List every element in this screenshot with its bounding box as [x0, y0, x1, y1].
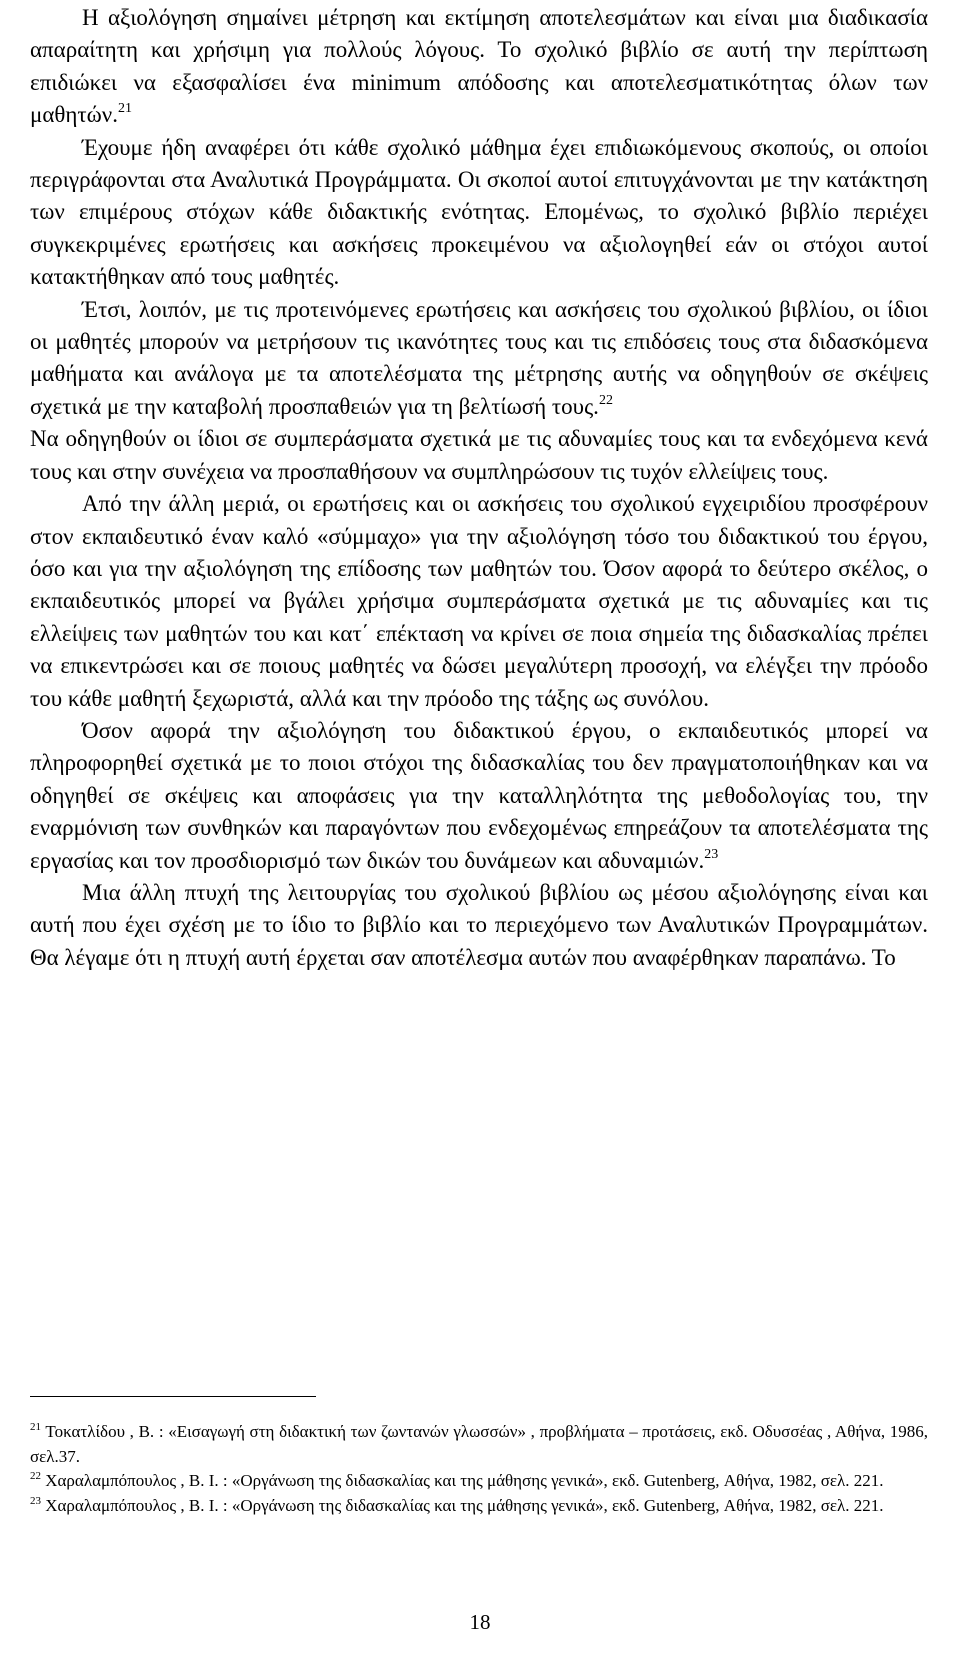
paragraph-text: Έτσι, λοιπόν, με τις προτεινόμενες ερωτήσεις και ασκήσεις του σχολικού βιβλίου, οι ίδιοι οι μαθητές μπορούν να μετρήσουν τις ικανότητες τους και τις επιδόσεις τους στα διδασκόμενα μαθήματα και ανάλογα με τα αποτελέσματα της μέτρησης αυτής να οδηγηθούν σε σκέψεις σχετικά με την καταβολή προσπαθειών για τη βελτίωσή τους.: [30, 296, 928, 419]
paragraph-text: Έχουμε ήδη αναφέρει ότι κάθε σχολικό μάθημα έχει επιδιωκόμενους σκοπούς, οι οποίοι περιγράφονται στα Αναλυτικά Προγράμματα. Οι σκοποί αυτοί επιτυγχάνονται με την κατάκτηση των επιμέρους στόχων κάθε διδακτικής ενότητας. Επομένως, το σχολικό βιβλίο περιέχει συγκεκριμένες ερωτήσεις και ασκήσεις προκειμένου να αξιολογηθεί εάν οι στόχοι αυτοί κατακτήθηκαν από τους μαθητές.: [30, 134, 928, 290]
footnote-separator: [30, 1396, 316, 1397]
footnote-text: Χαραλαμπόπουλος , Β. Ι. : «Οργάνωση της διδασκαλίας και της μάθησης γενικά», εκδ. Gutenberg, Αθήνα, 1982, σελ. 221.: [45, 1495, 884, 1515]
footnote-23: [30, 1494, 928, 1519]
paragraph-2: [30, 132, 928, 294]
paragraph-3: [30, 294, 928, 424]
page-number: 18: [469, 1610, 491, 1634]
paragraph-text: Όσον αφορά την αξιολόγηση του διδακτικού έργου, ο εκπαιδευτικός μπορεί να πληροφορηθεί σχετικά με το ποιοι στόχοι της διδασκαλίας του δεν πραγματοποιήθηκαν και να οδηγηθεί σε σκέψεις και αποφάσεις για την καταλληλότητα της μεθοδολογίας του, την εναρμόνιση των συνθηκών και παραγόντων που ενδεχομένως επηρεάζουν τα αποτελέσματα της εργασίας και τον προσδιορισμό των δικών του δυνάμεων και αδυναμιών.: [30, 717, 928, 873]
paragraph-text: Μια άλλη πτυχή της λειτουργίας του σχολικού βιβλίου ως μέσου αξιολόγησης είναι και αυτή που έχει σχέση με το ίδιο το βιβλίο και το περιεχόμενο των Αναλυτικών Προγραμμάτων. Θα λέγαμε ότι η πτυχή αυτή έρχεται σαν αποτέλεσμα αυτών που αναφέρθηκαν παραπάνω. Το: [30, 879, 928, 970]
paragraph-6: [30, 877, 928, 974]
paragraph-5: [30, 715, 928, 877]
footnote-ref-23: 23: [704, 846, 719, 862]
paragraph-text: Να οδηγηθούν οι ίδιοι σε συμπεράσματα σχετικά με τις αδυναμίες τους και τα ενδεχόμενα κενά τους και στην συνέχεια να προσπαθήσουν να συμπληρώσουν τις τυχόν ελλείψεις τους.: [30, 426, 928, 484]
paragraph-3-continuation: [30, 423, 928, 488]
paragraph-text: Η αξιολόγηση σημαίνει μέτρηση και εκτίμηση αποτελεσμάτων και είναι μια διαδικασία απαραίτητη και χρήσιμη για πολλούς λόγους. Το σχολικό βιβλίο σε αυτή την περίπτωση επιδιώκει να εξασφαλίσει ένα minimum απόδοσης και αποτελεσματικότητας όλων των μαθητών.: [30, 5, 928, 128]
footnote-21: [30, 1420, 928, 1469]
footnote-number: 22: [30, 1470, 41, 1482]
footnote-ref-21: 21: [117, 101, 132, 117]
paragraph-1: [30, 2, 928, 132]
footnote-22: [30, 1469, 928, 1494]
footnote-number: 21: [30, 1421, 41, 1433]
footnote-ref-22: 22: [598, 392, 613, 408]
footnotes: [30, 1420, 928, 1518]
paragraph-4: [30, 488, 928, 715]
document-page: [30, 0, 928, 974]
paragraph-text: Από την άλλη μεριά, οι ερωτήσεις και οι ασκήσεις του σχολικού εγχειριδίου προσφέρουν στον εκπαιδευτικό έναν καλό «σύμμαχο» για την αξιολόγηση τόσο του διδακτικού του έργου, όσο και για την αξιολόγηση της επίδοσης των μαθητών του. Όσον αφορά το δεύτερο σκέλος, ο εκπαιδευτικός μπορεί να βγάλει χρήσιμα συμπεράσματα σχετικά με τις αδυναμίες και τις ελλείψεις των μαθητών του και κατ΄ επέκταση να κρίνει σε ποια σημεία της διδασκαλίας πρέπει να επικεντρώσει και σε ποιους μαθητές να δώσει μεγαλύτερη προσοχή, να ελέγξει την πρόοδο του κάθε μαθητή ξεχωριστά, αλλά και την πρόοδο της τάξης ως συνόλου.: [30, 491, 928, 711]
body-text: [30, 0, 928, 974]
footnote-text: Χαραλαμπόπουλος , Β. Ι. : «Οργάνωση της διδασκαλίας και της μάθησης γενικά», εκδ. Gutenberg, Αθήνα, 1982, σελ. 221.: [45, 1471, 884, 1490]
footnote-text: Τοκατλίδου , Β. : «Εισαγωγή στη διδακτική των ζωντανών γλωσσών» , προβλήματα – προτάσεις, εκδ. Οδυσσέας , Αθήνα, 1986, σελ.37.: [30, 1422, 928, 1466]
footnote-number: 23: [30, 1494, 41, 1507]
